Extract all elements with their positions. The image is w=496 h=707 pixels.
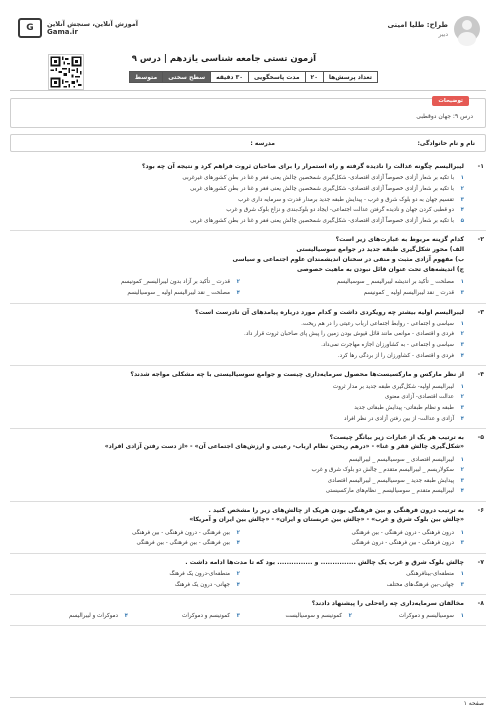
option-number: ۵ <box>460 217 464 224</box>
option-number: ۳ <box>460 342 464 349</box>
option-number: ۴ <box>460 207 464 214</box>
option-text: کمونیسم و دموکرات <box>182 612 230 619</box>
option-text: فردی و اقتصادی - کشاورزان را از بردگی رها کرد. <box>337 352 454 359</box>
answer-option[interactable] <box>16 329 464 340</box>
question-item <box>10 502 486 554</box>
option-number: ۳ <box>460 477 464 484</box>
question-number: ۷- <box>477 558 484 566</box>
question-number: ۸- <box>477 600 484 608</box>
option-text: درون فرهنگی - بین فرهنگی - درون فرهنگی <box>351 540 454 547</box>
question-count-label: تعداد پرسش‌ها <box>323 72 377 82</box>
option-text: سوسیالیسم و دموکرات <box>399 612 454 619</box>
answer-option[interactable] <box>16 184 464 195</box>
question-count-value: ۲۰ <box>305 72 323 82</box>
option-text: بین فرهنگی - بین فرهنگی - بین فرهنگی <box>136 540 230 547</box>
option-number: ۱ <box>460 612 464 619</box>
exam-title: آزمون تستی جامعه شناسی یازدهم | درس ۹ <box>131 54 316 64</box>
question-statement: «شکل‌گیری چالش فقر و غنا» - «درهم ریختن نظام ارباب- رعیتی و ارزش‌های اجتماعی آن» - «از دست رفتن آزادی افراد» <box>104 443 464 451</box>
difficulty-value: متوسط <box>130 72 162 82</box>
option-number: ۱ <box>460 529 464 536</box>
page-footer <box>10 697 486 707</box>
answer-options <box>16 173 484 226</box>
answer-option[interactable] <box>16 476 464 487</box>
page-number: صفحه ۱ <box>463 700 484 707</box>
question-statement: «چالش بین بلوک شرق و غرب» - «چالش بین عربستان و ایران» - «چالش بین ایران و آمریکا» <box>189 516 464 524</box>
duration-label: مدت پاسخگویی <box>248 72 305 82</box>
question-text: لیبرالیسم چگونه عدالت را نادیده گرفته و راه استمرار را برای صاحبان ثروت فراهم کرد و نتیجه آن چه بود؟ <box>141 163 464 170</box>
question-statement: ب) مفهوم آزادی مثبت و منفی در سخنان اندیشمندان علوم اجتماعی و سیاسی <box>232 255 464 263</box>
option-number: ۴ <box>236 289 240 296</box>
exam-info-bar <box>129 71 378 83</box>
answer-option[interactable] <box>16 195 464 206</box>
answer-option[interactable] <box>16 403 464 414</box>
question-text: مخالفان سرمایه‌داری چه راه‌حلی را پیشنهاد دادند؟ <box>311 600 464 608</box>
option-number: ۲ <box>236 571 240 578</box>
qr-code-icon <box>48 54 84 90</box>
avatar <box>454 16 480 42</box>
question-text: به ترتیب درون فرهنگی و بین فرهنگی بودن هریک از چالش‌های زیر را مشخص کنید . <box>208 507 464 515</box>
option-number: ۴ <box>236 540 240 547</box>
option-number: ۳ <box>460 581 464 588</box>
answer-option[interactable] <box>240 528 464 539</box>
option-number: ۴ <box>124 612 128 619</box>
questions-list <box>10 158 486 691</box>
option-text: فردی و اقتصادی - موانعی مانند قائل قیوش بودن زمین را پیش پای صاحبان ثروت قرار داد. <box>244 331 454 338</box>
option-number: ۱ <box>460 571 464 578</box>
option-text: قدرت _ تأکید بر آزاد بدون لیبرالیسم_ کمونیسم <box>121 279 230 286</box>
option-text: سکولاریسم _ لیبرالیسم متقدم _ چالش دو بلوک شرق و غرب <box>311 467 454 474</box>
question-number: ۱- <box>477 163 484 170</box>
duration-value: ۳۰ دقیقه <box>210 72 248 82</box>
option-text: با تکیه بر شعار آزادی خصوصاً آزادی اقتصادی- شکل‌گیری شمخصین چالش یعنی فقر و غنا در بطن کشورهای غیرغربی <box>182 175 454 182</box>
question-text: چالش بلوک شرق و غرب یک چالش ............... و ............... بود که تا مدت‌ها ادامه داشت . <box>185 558 464 566</box>
answer-option[interactable] <box>240 569 464 580</box>
option-text: درون فرهنگی - درون فرهنگی - بین فرهنگی <box>351 529 454 536</box>
question-item <box>10 304 486 367</box>
answer-option[interactable] <box>16 351 464 362</box>
option-text: مصلحت _ نقد لیبرالیسم اولیه _ سوسیالیسم <box>127 289 230 296</box>
designer-name: طراح: طلیا امینی <box>387 20 448 29</box>
option-number: ۳ <box>460 196 464 203</box>
answer-option[interactable] <box>16 382 464 393</box>
school-label: مدرسه : <box>250 140 275 147</box>
answer-options <box>16 319 484 362</box>
option-text: لیبرالیسم اولیه- شکل‌گیری طبقه جدید بر مدار ثروت <box>332 383 454 390</box>
option-number: ۲ <box>460 467 464 474</box>
answer-option[interactable] <box>16 486 464 497</box>
question-item <box>10 231 486 303</box>
answer-option[interactable] <box>240 538 464 549</box>
student-name-label: نام و نام خانوادگی: <box>417 140 475 147</box>
question-number: ۴- <box>477 371 484 379</box>
answer-options <box>16 528 484 549</box>
option-text: دو قطبی کردن جهان و نادیده گرفتن عدالت اجتماعی- ایجاد دو بلوک‌بندی و نزاع بلوک شرق و غرب <box>226 207 454 214</box>
option-number: ۲ <box>236 529 240 536</box>
option-text: تقسیم جهان به دو بلوک شرق و غرب - پیدایش طبقه جدید برمدار قدرت و سرمایه داری غرب <box>238 196 454 203</box>
answer-options <box>16 382 484 425</box>
option-text: جهانی-بین فرهنگ‌های مختلف <box>386 581 454 588</box>
option-text: با تکیه بر شعار آزادی خصوصاً آزادی اقتصادی- شکل‌گیری شمخصین چالش یعنی فقر و غنا در بطن کشورهای غربی <box>190 185 454 192</box>
option-number: ۴ <box>460 488 464 495</box>
answer-option[interactable] <box>16 205 464 216</box>
option-number: ۲ <box>236 279 240 286</box>
option-text: سیاسی و اجتماعی - به کشاورزان اجازه مهاجرت نمی‌داد. <box>321 342 454 349</box>
option-number: ۲ <box>460 331 464 338</box>
answer-option[interactable] <box>16 455 464 466</box>
designer-info <box>387 16 480 42</box>
answer-option[interactable] <box>16 528 240 539</box>
answer-option[interactable] <box>16 319 464 330</box>
option-text: بین فرهنگی - درون فرهنگی - بین فرهنگی <box>132 529 230 536</box>
option-number: ۲ <box>460 394 464 401</box>
option-text: دموکرات و لیبرالیسم <box>68 612 118 619</box>
option-number: ۲ <box>348 612 352 619</box>
option-number: ۴ <box>460 352 464 359</box>
question-text: لیبرالیسم اولیه بیشتر چه رویکردی داشت و کدام مورد درباره پیامدهای آن نادرست است؟ <box>195 308 464 316</box>
option-text: پیدایش طبقه جدید _ سوسیالیسم _ لیبرالیسم اقتصادی <box>327 477 454 484</box>
option-number: ۱ <box>460 279 464 286</box>
question-text: از نظر مارکس و مارکسیست‌ها محصول سرمایه‌داری چیست و جوامع سوسیالیستی با چه مشکلی مواجه شدند؟ <box>130 371 464 379</box>
option-number: ۱ <box>460 383 464 390</box>
option-text: سیاسی و اجتماعی - روابط اجتماعی ارباب رعیتی را در هم ریخت. <box>301 320 454 327</box>
question-text: به ترتیب هر یک از عبارات زیر بیانگر چیست؟ <box>329 434 464 442</box>
option-number: ۳ <box>460 289 464 296</box>
option-number: ۳ <box>460 404 464 411</box>
answer-option[interactable] <box>16 538 240 549</box>
answer-option[interactable] <box>16 340 464 351</box>
answer-options <box>16 569 484 590</box>
question-number: ۲- <box>477 236 484 244</box>
student-info-row <box>10 134 486 152</box>
brand-logo-icon: G <box>18 18 42 38</box>
brand-title: آموزش آنلاین، سنجش آنلاین <box>47 20 139 28</box>
answer-option[interactable] <box>240 277 464 288</box>
question-statement: الف) محور شکل‌گیری طبقه جدید در جوامع سوسیالیستی <box>296 245 464 253</box>
answer-option[interactable] <box>16 173 464 184</box>
option-text: قدرت _ نقد لیبرالیسم اولیه _ کمونیسم <box>363 289 454 296</box>
option-text: با تکیه بر شعار آزادی خصوصاً آزادی اقتصادی- شکل‌گیری شمخصین چالش یعنی فقر و غنا در بطن کشورهای غربی <box>190 217 454 224</box>
designer-role: دبیر <box>438 30 448 38</box>
option-number: ۲ <box>460 185 464 192</box>
description-box <box>10 98 486 128</box>
question-number: ۳- <box>477 308 484 316</box>
option-text: مصلحت _ تأکید بر اندیشه لیبرالیسم _ سوسیالیسم <box>336 279 454 286</box>
difficulty-label: سطح سختی <box>162 72 210 82</box>
option-text: آزادی و عدالت- از بین رفتن آزادی در نظر افراد <box>344 415 454 422</box>
question-number: ۵- <box>477 434 484 442</box>
answer-option[interactable] <box>16 392 464 403</box>
option-text: طبقه و نظام طبقاتی- پیدایش طبقاتی جدید <box>354 404 454 411</box>
answer-option[interactable] <box>240 580 464 591</box>
answer-option[interactable] <box>16 288 240 299</box>
option-number: ۱ <box>460 175 464 182</box>
option-number: ۱ <box>460 320 464 327</box>
question-statement: ج) اندیشه‌های تحت عنوان قائل نبودن به ماهیت خصوصی <box>296 266 464 274</box>
question-text: کدام گزینه مربوط به عبارت‌های زیر است؟ <box>335 236 464 244</box>
option-text: کمونیسم و سوسیالیست <box>285 612 342 619</box>
question-number: ۶- <box>477 507 484 515</box>
answer-options <box>16 277 484 298</box>
answer-option[interactable] <box>16 611 128 622</box>
question-item <box>10 554 486 596</box>
answer-options <box>16 455 484 498</box>
option-text: عدالت اقتصادی- آزادی معنوی <box>384 394 454 401</box>
brand-site: Gama.ir <box>47 28 78 36</box>
answer-option[interactable] <box>16 277 240 288</box>
question-item <box>10 429 486 502</box>
answer-option[interactable] <box>16 569 240 580</box>
exam-header <box>10 10 486 90</box>
question-item <box>10 366 486 429</box>
brand[interactable] <box>18 18 138 38</box>
question-item <box>10 595 486 626</box>
option-number: ۳ <box>236 612 240 619</box>
answer-options <box>16 611 484 622</box>
option-text: لیبرالیسم اقتصادی _ سوسیالیسم _ لیبرالیسم <box>348 456 454 463</box>
answer-option[interactable] <box>128 611 240 622</box>
header-divider <box>10 90 486 91</box>
question-item <box>10 158 486 231</box>
description-badge: توضیحات <box>432 96 469 106</box>
option-text: جهانی- درون یک فرهنگ <box>174 581 230 588</box>
option-text: منطقه‌ای-درون یک فرهنگ <box>169 571 230 578</box>
option-text: لیبرالیسم متقدم _ سوسیالیسم _ نظام‌های مارکسیستی <box>325 488 454 495</box>
option-number: ۱ <box>460 456 464 463</box>
answer-option[interactable] <box>16 414 464 425</box>
option-text: منطقه‌ای-بینافرهنگی <box>406 571 454 578</box>
option-number: ۳ <box>460 540 464 547</box>
answer-option[interactable] <box>240 611 352 622</box>
answer-option[interactable] <box>352 611 464 622</box>
answer-option[interactable] <box>16 580 240 591</box>
description-text: درس ۹: جهان دوقطبی <box>416 113 473 120</box>
answer-option[interactable] <box>240 288 464 299</box>
answer-option[interactable] <box>16 216 464 227</box>
option-number: ۴ <box>236 581 240 588</box>
answer-option[interactable] <box>16 465 464 476</box>
option-number: ۴ <box>460 415 464 422</box>
